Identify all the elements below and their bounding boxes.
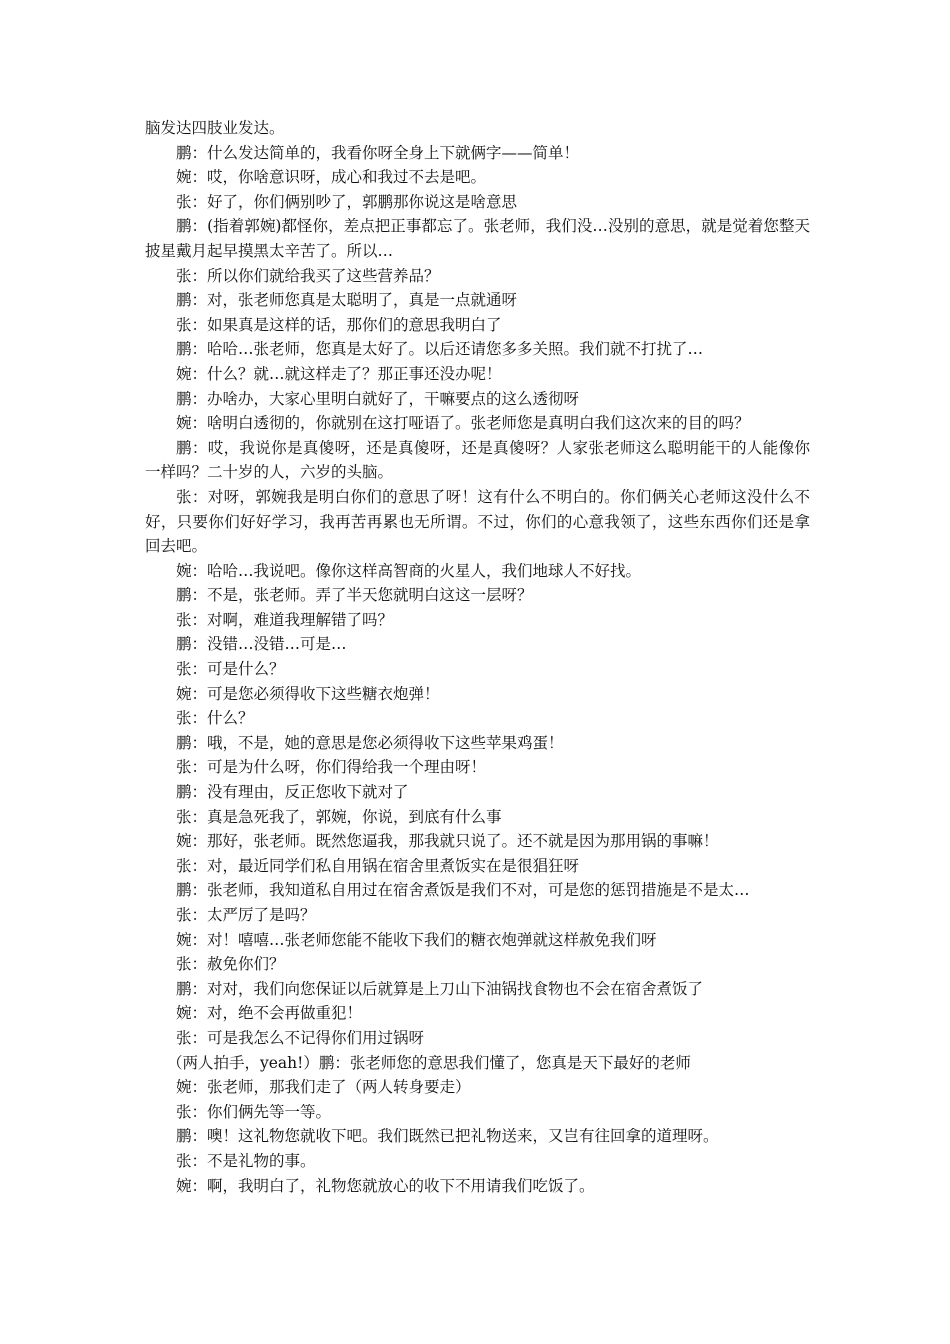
dialogue-line: 脑发达四肢业发达。 [145,119,285,137]
dialogue-line: 婉：啊，我明白了，礼物您就放心的收下不用请我们吃饭了。 [176,1176,595,1195]
dialogue-line: 婉：那好，张老师。既然您逼我，那我就只说了。还不就是因为那用锅的事嘛！ [176,832,719,851]
dialogue-line: 张：可是我怎么不记得你们用过锅呀 [176,1028,425,1047]
dialogue-line: 婉：啥明白透彻的，你就别在这打哑语了。张老师您是真明白我们这次来的目的吗？ [176,414,750,433]
dialogue-line: 婉：可是您必须得收下这些糖衣炮弹！ [176,684,440,703]
dialogue-line: 婉：哈哈…我说吧。像你这样高智商的火星人，我们地球人不好找。 [176,561,642,580]
dialogue-line: 张：对啊，难道我理解错了吗？ [176,610,394,629]
dialogue-line: 张：真是急死我了，郭婉，你说，到底有什么事 [176,807,502,826]
dialogue-line: 鹏：哦，不是，她的意思是您必须得收下这些苹果鸡蛋！ [176,733,564,752]
dialogue-line: 鹏：不是，张老师。弄了半天您就明白这这一层呀？ [176,586,533,605]
dialogue-line: 张：不是礼物的事。 [176,1151,316,1170]
dialogue-line: 鹏：张老师，我知道私自用过在宿舍煮饭是我们不对，可是您的惩罚措施是不是太… [176,881,750,900]
dialogue-line: 鹏：什么发达简单的，我看你呀全身上下就俩字——简单！ [176,143,580,162]
dialogue-line: 张：对，最近同学们私自用锅在宿舍里煮饭实在是很猖狂呀 [176,856,580,875]
dialogue-line: 鹏：哎，我说你是真傻呀，还是真傻呀，还是真傻呀？人家张老师这么聪明能干的人能像你一样吗？二十岁的人，六岁的头脑。 [145,438,810,482]
dialogue-line: 婉：哎，你啥意识呀，成心和我过不去是吧。 [176,168,487,187]
dialogue-line: 张：你们俩先等一等。 [176,1102,332,1121]
dialogue-line: 婉：对！嘻嘻…张老师您能不能收下我们的糖衣炮弹就这样赦免我们呀 [176,930,657,949]
dialogue-line: 张：好了，你们俩别吵了，郭鹏那你说这是啥意思 [176,192,518,211]
dialogue-line: 张：如果真是这样的话，那你们的意思我明白了 [176,315,502,334]
dialogue-line: 张：所以你们就给我买了这些营养品？ [176,266,440,285]
script-text [145,116,810,1198]
dialogue-line: 张：什么？ [176,709,254,728]
dialogue-line: 鹏：(指着郭婉)都怪你，差点把正事都忘了。张老师，我们没…没别的意思，就是觉着您整天披星戴月起早摸黑太辛苦了。所以… [145,217,810,260]
dialogue-line: 张：可是什么？ [176,660,285,679]
dialogue-line: 张：对呀，郭婉我是明白你们的意思了呀！这有什么不明白的。你们俩关心老师这没什么不好，只要你们好好学习，我再苦再累也无所谓。不过，你们的心意我领了，这些东西你们还是拿回去吧。 [145,487,810,556]
stage-direction-line: （两人拍手，yeah!）鹏：张老师您的意思我们懂了，您真是天下最好的老师 [167,1053,691,1072]
dialogue-line: 婉：什么？就…就这样走了？那正事还没办呢！ [176,364,502,383]
dialogue-line: 鹏：没错…没错…可是… [176,635,347,654]
dialogue-line: 鹏：哈哈…张老师，您真是太好了。以后还请您多多关照。我们就不打扰了… [176,340,704,359]
dialogue-line: 张：可是为什么呀，你们得给我一个理由呀！ [176,758,487,777]
dialogue-line: 鹏：对，张老师您真是太聪明了，真是一点就通呀 [176,291,518,310]
dialogue-line: 鹏：噢！这礼物您就收下吧。我们既然已把礼物送来，又岂有往回拿的道理呀。 [176,1127,719,1146]
dialogue-line: 张：太严厉了是吗？ [176,906,316,924]
dialogue-line: 婉：张老师，那我们走了（两人转身要走） [176,1078,471,1097]
dialogue-line: 鹏：办啥办，大家心里明白就好了，干嘛要点的这么透彻呀 [176,389,580,408]
dialogue-line: 婉：对，绝不会再做重犯！ [176,1004,363,1023]
dialogue-line: 鹏：没有理由，反正您收下就对了 [176,783,409,802]
dialogue-line: 张：赦免你们？ [176,955,285,974]
dialogue-line: 鹏：对对，我们向您保证以后就算是上刀山下油锅找食物也不会在宿舍煮饭了 [176,979,704,998]
